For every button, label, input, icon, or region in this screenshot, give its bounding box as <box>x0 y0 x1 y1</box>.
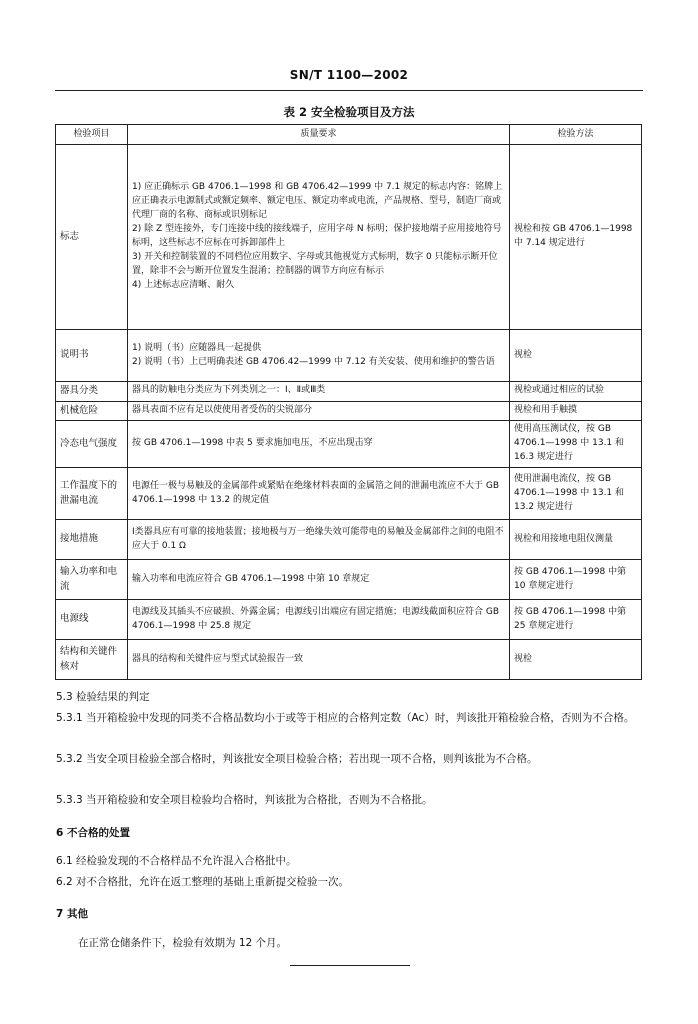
section-heading-5-3: 5.3 检验结果的判定 <box>56 691 150 703</box>
requirements-cell: 输入功率和电流应符合 GB 4706.1—1998 中第 10 章规定 <box>128 560 510 600</box>
header-rule <box>55 90 643 91</box>
column-header-requirements: 质量要求 <box>128 125 510 145</box>
method-cell: 视检 <box>510 330 642 382</box>
requirements-cell: 电源线及其插头不应破损、外露金属；电源线引出端应有固定措施；电源线截面积应符合 GB 4706.1—1998 中 25.8 规定 <box>128 600 510 640</box>
table-row <box>56 468 642 520</box>
item-cell: 器具分类 <box>56 382 128 402</box>
section-heading-7: 7 其他 <box>56 908 88 920</box>
method-cell: 视检和用手触摸 <box>510 401 642 421</box>
requirement-line: 2) 说明（书）上已明确表述 GB 4706.42—1999 中 7.12 有关安装、使用和维护的警告语 <box>132 356 495 367</box>
clause-5-3-3: 5.3.3 当开箱检验和安全项目检验均合格时，判该批为合格批，否则为不合格批。 <box>56 794 433 806</box>
clause-5-3-2: 5.3.2 当安全项目检验全部合格时，判该批安全项目检验合格；若出现一项不合格，则判该批为不合格。 <box>56 753 538 765</box>
requirements-cell <box>128 145 510 330</box>
method-cell: 使用泄漏电流仪，按 GB 4706.1—1998 中 13.1 和 13.2 规定进行 <box>510 468 642 520</box>
item-cell: 说明书 <box>56 330 128 382</box>
requirement-line: 1) 应正确标示 GB 4706.1—1998 和 GB 4706.42—1999 中 7.1 规定的标志内容：铭牌上应正确表示电源制式或额定频率、额定电压、额定功率或电流，产品规格、型号，制造厂商或代理厂商的名称、商标或识别标记 <box>132 182 503 221</box>
column-header-method: 检验方法 <box>510 125 642 145</box>
method-cell: 视检和按 GB 4706.1—1998 中 7.14 规定进行 <box>510 145 642 330</box>
inspection-table <box>55 124 642 680</box>
item-cell: 机械危险 <box>56 401 128 421</box>
requirements-cell: 电源任一极与易触及的金属部件或紧贴在绝缘材料表面的金属箔之间的泄漏电流应不大于 GB 4706.1—1998 中 13.2 的规定值 <box>128 468 510 520</box>
table-row <box>56 560 642 600</box>
table-row <box>56 145 642 330</box>
section-heading-6: 6 不合格的处置 <box>56 827 130 839</box>
method-cell: 按 GB 4706.1—1998 中第 25 章规定进行 <box>510 600 642 640</box>
standard-number-header: SN/T 1100—2002 <box>289 68 409 82</box>
item-cell: 输入功率和电流 <box>56 560 128 600</box>
requirements-cell: 器具表面不应有足以使使用者受伤的尖锐部分 <box>128 401 510 421</box>
table-row <box>56 600 642 640</box>
end-rule <box>290 965 410 966</box>
column-header-item: 检验项目 <box>56 125 128 145</box>
requirements-cell <box>128 330 510 382</box>
item-cell: 冷态电气强度 <box>56 421 128 468</box>
method-cell: 视检或通过相应的试验 <box>510 382 642 402</box>
item-cell: 结构和关键件核对 <box>56 640 128 680</box>
item-cell: 标志 <box>56 145 128 330</box>
method-cell: 视检 <box>510 640 642 680</box>
table-row <box>56 382 642 402</box>
table-row <box>56 330 642 382</box>
requirement-line: 4) 上述标志应清晰、耐久 <box>132 279 235 290</box>
method-cell: 使用高压测试仪，按 GB 4706.1—1998 中 13.1 和 16.3 规定进行 <box>510 421 642 468</box>
requirements-cell: 器具的防触电分类应为下列类别之一：Ⅰ、Ⅱ或Ⅲ类 <box>128 382 510 402</box>
clause-5-3-1: 5.3.1 当开箱检验中发现的同类不合格品数均小于或等于相应的合格判定数（Ac）时，判该批开箱检验合格，否则为不合格。 <box>56 712 635 724</box>
method-cell: 按 GB 4706.1—1998 中第 10 章规定进行 <box>510 560 642 600</box>
requirement-line: 1) 说明（书）应随器具一起提供 <box>132 342 262 353</box>
clause-6-1: 6.1 经检验发现的不合格样品不允许混入合格批中。 <box>56 855 297 867</box>
table-header-row <box>56 125 642 145</box>
clause-7-text: 在正常仓储条件下，检验有效期为 12 个月。 <box>78 937 288 949</box>
item-cell: 电源线 <box>56 600 128 640</box>
table-title: 表 2 安全检验项目及方法 <box>283 105 415 119</box>
table-row <box>56 640 642 680</box>
requirement-line: 2) 除 Z 型连接外，专门连接中线的接线端子，应用字母 N 标明；保护接地端子应用接地符号标明，这些标志不应标在可拆卸部件上 <box>132 224 502 248</box>
table-row <box>56 520 642 560</box>
item-cell: 工作温度下的泄漏电流 <box>56 468 128 520</box>
table-row <box>56 421 642 468</box>
requirements-cell: 按 GB 4706.1—1998 中表 5 要求施加电压，不应出现击穿 <box>128 421 510 468</box>
requirements-cell: Ⅰ类器具应有可靠的接地装置；接地极与万一绝缘失效可能带电的易触及金属部件之间的电阻不应大于 0.1 Ω <box>128 520 510 560</box>
table-row <box>56 401 642 421</box>
method-cell: 视检和用接地电阻仪测量 <box>510 520 642 560</box>
requirement-line: 3) 开关和控制装置的不同档位应用数字、字母或其他视觉方式标明，数字 0 只能标示断开位置，除非不会与断开位置发生混淆；控制器的调节方向应有标示 <box>132 251 498 276</box>
clause-6-2: 6.2 对不合格批，允许在返工整理的基础上重新提交检验一次。 <box>56 876 350 888</box>
requirements-cell: 器具的结构和关键件应与型式试验报告一致 <box>128 640 510 680</box>
item-cell: 接地措施 <box>56 520 128 560</box>
